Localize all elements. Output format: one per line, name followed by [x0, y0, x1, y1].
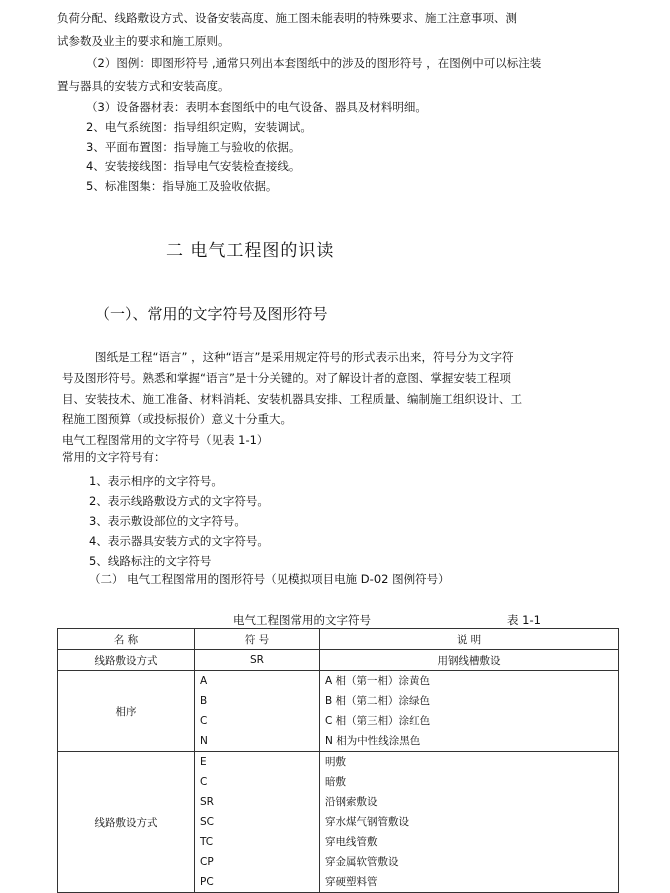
description: 穿硬塑料管 — [325, 876, 378, 888]
table-caption: 电气工程图常用的文字符号 — [233, 613, 371, 627]
intro-line: 3、平面布置图：指导施工与验收的依据。 — [86, 140, 301, 154]
intro-line: （2）图例：即图形符号 ,通常只列出本套图纸中的涉及的图形符号 ，在图例中可以标注装 — [86, 56, 542, 70]
desc-cell — [320, 671, 619, 752]
desc-cell — [320, 752, 619, 893]
intro-line: （3）设备器材表：表明本套图纸中的电气设备、器具及材料明细。 — [86, 100, 427, 114]
intro-line: 试参数及业主的要求和施工原则。 — [57, 34, 230, 48]
list-item: 3、表示敷设部位的文字符号。 — [89, 514, 246, 528]
table-row — [58, 671, 619, 752]
subsection-title: （一）、常用的文字符号及图形符号 — [95, 305, 328, 323]
body-line: 电气工程图常用的文字符号（见表 1-1） — [62, 433, 269, 447]
section-title: 二 电气工程图的识读 — [166, 241, 335, 261]
symbol: A — [200, 675, 208, 687]
symbol: TC — [200, 836, 214, 848]
body-line: 图纸是工程“语言” ，这种“语言”是采用规定符号的形式表示出来，符号分为文字符 — [95, 350, 514, 364]
symbols-table — [57, 628, 619, 893]
symbol: C — [200, 776, 208, 788]
header-desc: 说 明 — [320, 629, 619, 650]
description: 穿水煤气钢管敷设 — [325, 816, 409, 828]
description: B 相（第二相）涂绿色 — [325, 695, 431, 707]
header-name: 名 称 — [58, 629, 195, 650]
table-cell: 线路敷设方式 — [58, 650, 195, 671]
list-item: 4、表示器具安装方式的文字符号。 — [89, 534, 269, 548]
intro-line: 2、电气系统图：指导组织定购，安装调试。 — [86, 120, 312, 134]
table-cell: SR — [195, 650, 320, 671]
list-item: 2、表示线路敷设方式的文字符号。 — [89, 494, 269, 508]
symbol-cell — [195, 671, 320, 752]
graphic-symbols-line: （二） 电气工程图常用的图形符号（见模拟项目电施 D-02 图例符号） — [89, 572, 450, 586]
description: 暗敷 — [325, 776, 346, 788]
description: A 相（第一相）涂黄色 — [325, 675, 431, 687]
symbol: SR — [200, 796, 214, 808]
category-cell: 线路敷设方式 — [58, 752, 195, 893]
body-line: 目、安装技术、施工准备、材料消耗、安装机器具安排、工程质量、编制施工组织设计、工 — [62, 392, 522, 406]
symbol: B — [200, 695, 208, 707]
header-symbol: 符 号 — [195, 629, 320, 650]
table-cell: 用钢线槽敷设 — [320, 650, 619, 671]
description: 明敷 — [325, 756, 346, 768]
symbol: CP — [200, 856, 214, 868]
intro-line: 5、标准图集：指导施工及验收依据。 — [86, 179, 278, 193]
symbol: C — [200, 715, 208, 727]
symbol: SC — [200, 816, 214, 828]
list-item: 5、线路标注的文字符号 — [89, 554, 212, 568]
list-item: 1、表示相序的文字符号。 — [89, 474, 223, 488]
description: C 相（第三相）涂红色 — [325, 715, 431, 727]
symbol: PC — [200, 876, 214, 888]
symbol: N — [200, 735, 208, 747]
category-cell: 相序 — [58, 671, 195, 752]
description: 穿金属软管敷设 — [325, 856, 399, 868]
description: N 相为中性线涂黑色 — [325, 735, 421, 747]
body-line: 号及图形符号。熟悉和掌握“语言”是十分关键的。对了解设计者的意图、掌握安装工程项 — [62, 371, 511, 385]
intro-line: 4、安装接线图：指导电气安装检查接线。 — [86, 159, 301, 173]
symbol-cell — [195, 752, 320, 893]
body-line: 常用的文字符号有： — [62, 450, 166, 464]
intro-line: 置与器具的安装方式和安装高度。 — [57, 79, 230, 93]
description: 穿电线管敷 — [325, 836, 378, 848]
table-number: 表 1-1 — [507, 613, 541, 627]
table-row — [58, 752, 619, 893]
intro-line: 负荷分配、线路敷设方式、设备安装高度、施工图未能表明的特殊要求、施工注意事项、测 — [57, 11, 517, 25]
description: 沿钢索敷设 — [325, 796, 378, 808]
symbol: E — [200, 756, 207, 768]
body-line: 程施工图预算（或投标报价）意义十分重大。 — [62, 412, 292, 426]
